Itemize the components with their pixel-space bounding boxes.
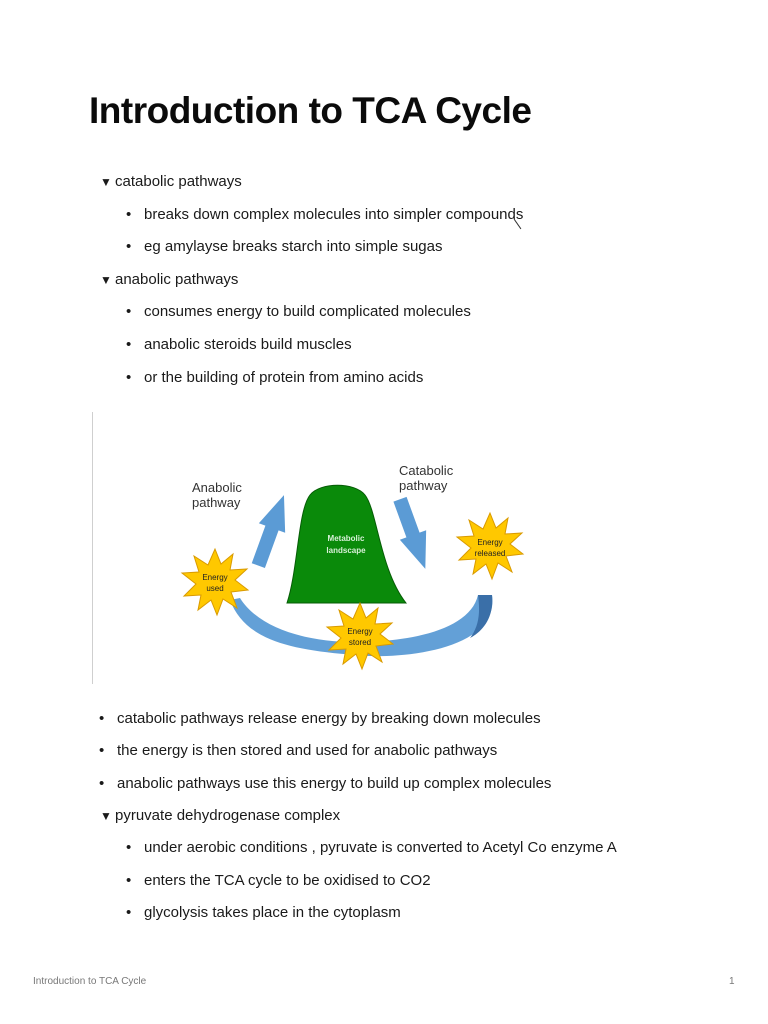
toggle-label: catabolic pathways [115, 173, 242, 190]
bullet-icon: • [126, 303, 132, 320]
hill-label-line1: Metabolic [327, 534, 365, 543]
toggle-anabolic[interactable] [100, 270, 238, 290]
list-item: • the energy is then stored and used for anabolic pathways [99, 742, 498, 759]
toggle-pdh[interactable] [100, 806, 340, 826]
toggle-catabolic[interactable] [100, 172, 242, 192]
svg-text:Energy: Energy [202, 573, 228, 582]
page-title: Introduction to TCA Cycle [89, 90, 532, 131]
bullet-icon: • [126, 206, 132, 223]
catabolic-label-2: pathway [399, 478, 448, 493]
list-item: • enters the TCA cycle to be oxidised to CO2 [126, 872, 431, 889]
list-item: • breaks down complex molecules into simpler compounds [126, 206, 524, 223]
svg-text:Energy: Energy [347, 627, 373, 636]
list-item: • or the building of protein from amino acids [126, 369, 424, 386]
list-item: • catabolic pathways release energy by breaking down molecules [99, 710, 541, 727]
bullet-icon: • [126, 872, 132, 889]
list-item: • eg amylayse breaks starch into simple sugas [126, 238, 443, 255]
toggle-label: pyruvate dehydrogenase complex [115, 807, 341, 824]
svg-text:used: used [206, 584, 224, 593]
hill-label-line2: landscape [326, 546, 366, 555]
toggle-triangle-icon: ▼ [100, 175, 112, 189]
footer-title: Introduction to TCA Cycle [33, 976, 147, 987]
list-item: • under aerobic conditions , pyruvate is converted to Acetyl Co enzyme A [126, 839, 617, 856]
catabolic-arrow [387, 495, 439, 574]
catabolic-label-1: Catabolic [399, 463, 454, 478]
energy-stored-star [327, 603, 393, 669]
list-item: • anabolic pathways use this energy to build up complex molecules [99, 775, 552, 792]
bullet-icon: • [99, 775, 105, 792]
svg-text:Energy: Energy [477, 538, 503, 547]
toggle-triangle-icon: ▼ [100, 273, 112, 287]
svg-text:stored: stored [348, 638, 372, 647]
page-number: 1 [729, 976, 735, 987]
figure-quote-bar [92, 412, 93, 684]
bullet-icon: • [99, 710, 105, 727]
anabolic-arrow [245, 490, 297, 570]
list-item: • glycolysis takes place in the cytoplasm [126, 904, 401, 921]
toggle-triangle-icon: ▼ [100, 809, 112, 823]
bullet-icon: • [126, 238, 132, 255]
bullet-icon: • [126, 336, 132, 353]
anabolic-label-2: pathway [192, 495, 241, 510]
list-item: • consumes energy to build complicated molecules [126, 303, 471, 320]
bullet-icon: • [99, 742, 105, 759]
metabolic-landscape-hill [287, 485, 406, 603]
metabolism-diagram [170, 450, 540, 675]
anabolic-label-1: Anabolic [192, 480, 242, 495]
list-item: • anabolic steroids build muscles [126, 336, 352, 353]
svg-text:released: released [474, 549, 506, 558]
bullet-icon: • [126, 904, 132, 921]
toggle-label: anabolic pathways [115, 271, 239, 288]
bullet-icon: • [126, 369, 132, 386]
bullet-icon: • [126, 839, 132, 856]
